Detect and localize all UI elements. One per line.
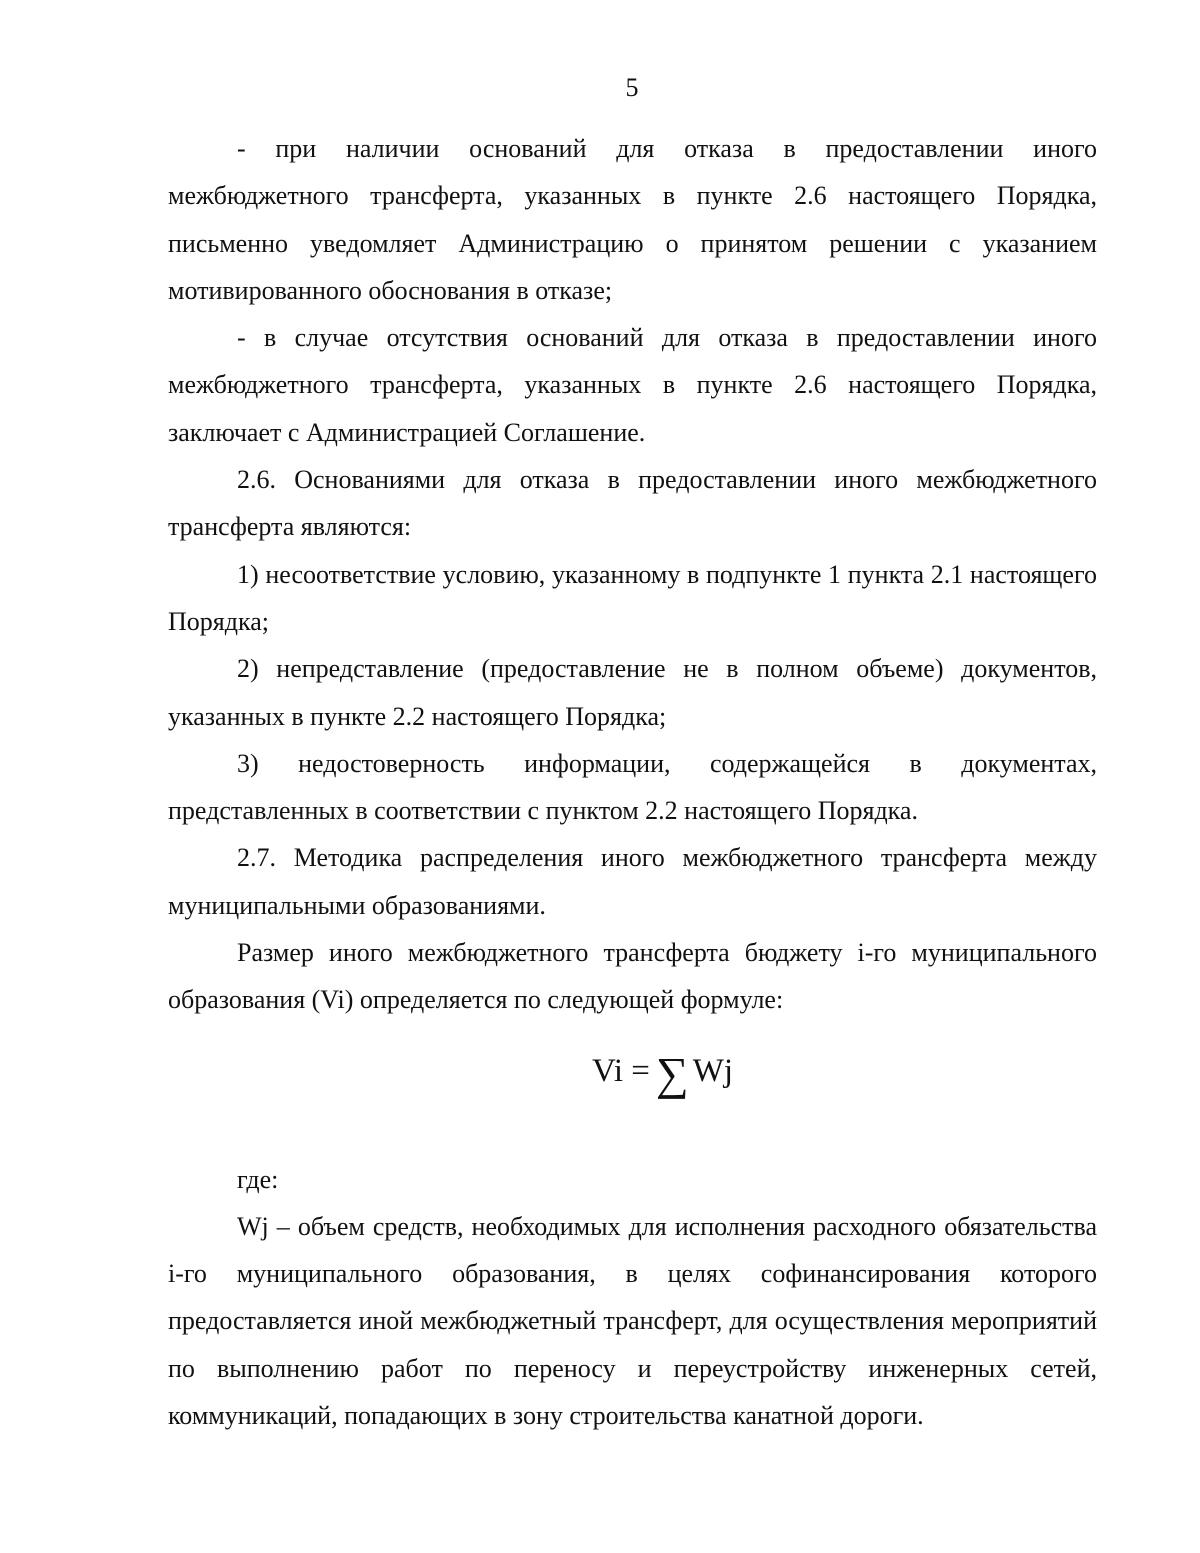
formula-block [168,1034,1097,1142]
formula-left: Vi = [592,1053,650,1090]
paragraph-2-6-item-2: 2) непредставление (предоставление не в полном объеме) документов, указанных в пункте 2.2 настоящего Порядка; [168,654,1097,731]
sum-symbol: ∑ [655,1047,689,1099]
paragraph-2-7-heading: 2.7. Методика распределения иного межбюджетного трансферта между муниципальными образованиями. [168,843,1097,920]
page-number: 5 [625,73,639,102]
where-label: где: [237,1164,279,1194]
paragraph-2-6-item-3: 3) недостоверность информации, содержащейся в документах, представленных в соответствии с пунктом 2.2 настоящего Порядка. [168,748,1097,826]
formula-right: Wj [692,1053,734,1090]
paragraph-definition: Wj – объем средств, необходимых для исполнения расходного обязательства i-го муниципального образования, в целях софинансирования которого предоставляется иной межбюджетный трансферт, для осуществления мероприятий по выполнению работ по переносу и переустройству инженерных сетей, коммуникаций, попадающих в зону строительства канатной дороги. [168,1211,1097,1430]
paragraph-refusal-notice: - при наличии оснований для отказа в предоставлении иного межбюджетного трансферта, указанных в пункте 2.6 настоящего Порядка, письменно уведомляет Администрацию о принятом решении с указанием мотивированного обоснования в отказе; [168,134,1097,305]
paragraph-2-6-heading: 2.6. Основаниями для отказа в предоставлении иного межбюджетного трансферта являются: [168,465,1097,542]
document-body [168,125,1097,1439]
paragraph-formula-intro: Размер иного межбюджетного трансферта бюджету i-го муниципального образования (Vi) определяется по следующей формуле: [168,938,1097,1015]
paragraph-agreement: - в случае отсутствия оснований для отказа в предоставлении иного межбюджетного трансферта, указанных в пункте 2.6 настоящего Порядка, заключает с Администрацией Соглашение. [168,323,1097,447]
paragraph-2-6-item-1: 1) несоответствие условию, указанному в подпункте 1 пункта 2.1 настоящего Порядка; [168,559,1097,636]
formula [592,1047,734,1099]
